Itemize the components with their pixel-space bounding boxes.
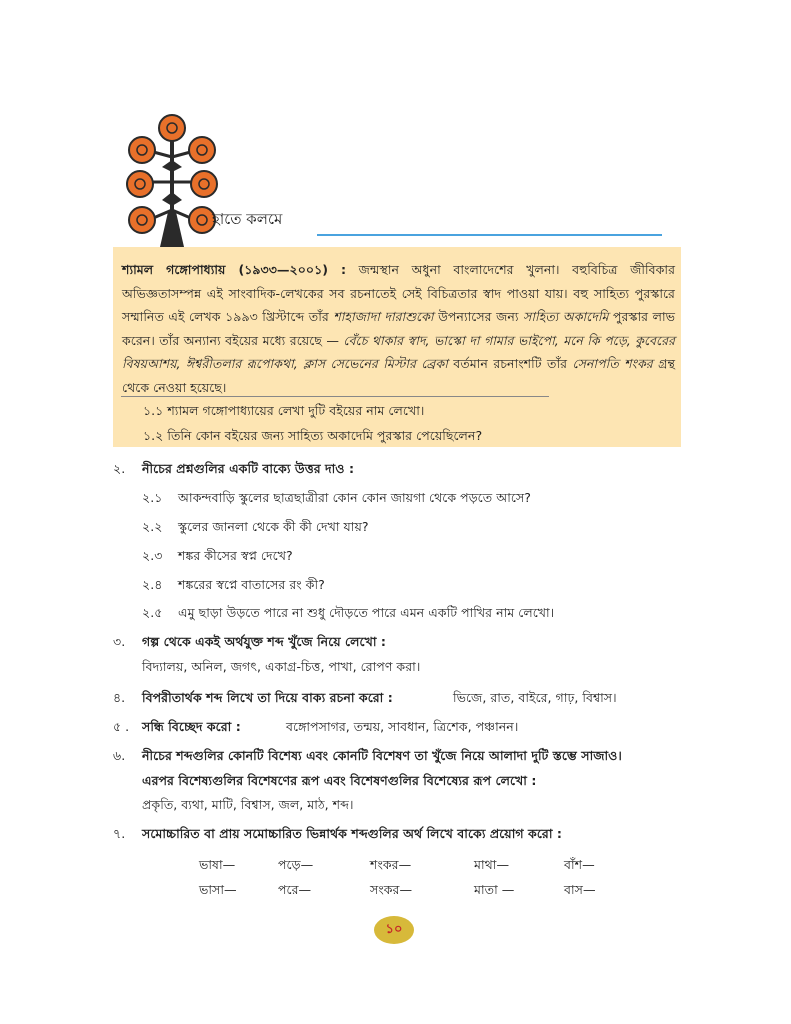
question-4-words: ভিজে, রাত, বাইরে, গাঢ়, বিশ্বাস। [453,690,617,705]
word-item: মাতা — [474,882,515,897]
question-title: নীচের শব্দগুলির কোনটি বিশেষ্য এবং কোনটি বিশেষণ তা খুঁজে নিয়ে আলাদা দুটি স্তম্ভে সাজাও। [142,748,622,763]
author-bio-text: শ্যামল গঙ্গোপাধ্যায় (১৯৩৩—২০০১) : জন্মস্থান অধুনা বাংলাদেশের খুলনা। বহুবিচিত্র জীবিকার অভিজ্ঞতাসম্পন্ন এই সাংবাদিক-লেখকের সব রচনাতেই সেই বিচিত্রতার স্বাদ পাওয়া যায়। বহু সাহিত্য পুরস্কারে সম্মানিত এই লেখক ১৯৯৩ খ্রিস্টাব্দে তাঁর শাহাজাদা দারাশুকো উপন্যাসের জন্য সাহিত্য অকাদেমি পুরস্কার লাভ করেন। তাঁর অন্যান্য বইয়ের মধ্যে রয়েছে — বেঁচে থাকার স্বাদ, ভাস্কো দা গামার ভাইপো, মনে কি পড়ে, কুবেরের বিষয়আশয়, ঈশ্বরীতলার রূপোকথা, ক্লাস সেভেনের মিস্টার ব্রেকা বর্তমান রচনাংশটি তাঁর সেনাপতি শংকর গ্রন্থ থেকে নেওয়া হয়েছে। [122,262,676,395]
question-3-words: বিদ্যালয়, অনিল, জগৎ, একাগ্র-চিত্ত, পাখা, রোপণ করা। [142,659,421,674]
word-item: ভাষা— [199,857,236,872]
word-item: মাথা— [474,857,510,872]
bio-question-1: ১.১ শ্যামল গঙ্গোপাধ্যায়ের লেখা দুটি বইয়ের নাম লেখো। [143,403,425,418]
word-item: ভাসা— [199,882,237,897]
question-number: ৫ . [113,719,130,734]
word-item: পড়ে— [278,857,314,872]
question-number: ৪. [113,690,126,705]
question-number: ৩. [113,634,126,649]
flower-tree-logo [122,112,220,247]
question-title: সমোচ্চারিত বা প্রায় সমোচ্চারিত ভিন্নার্থক শব্দগুলির অর্থ লিখে বাক্যে প্রয়োগ করো : [142,826,562,841]
question-5-words: বঙ্গোপসাগর, তন্ময়, সাবধান, ত্রিশেক, পঞ্চানন। [286,719,519,734]
author-name: শ্যামল গঙ্গোপাধ্যায় (১৯৩৩—২০০১) : [122,262,347,277]
bio-question-2: ১.২ তিনি কোন বইয়ের জন্য সাহিত্য অকাদেমি পুরস্কার পেয়েছিলেন? [143,428,483,443]
word-item: বাস— [564,882,596,897]
word-item: পরে— [278,882,312,897]
bio-divider [121,396,549,397]
word-item: শংকর— [370,857,412,872]
section-title-rule [317,234,662,236]
question-number: ২. [113,461,126,476]
question-title: সন্ধি বিচ্ছেদ করো : [142,719,241,734]
page-number-badge: ১০ [374,916,414,944]
question-title: গল্প থেকে একই অর্থযুক্ত শব্দ খুঁজে নিয়ে লেখো : [142,634,386,649]
question-number: ৭. [113,826,126,841]
author-bio-box [113,247,681,447]
question-number: ৬. [113,748,126,763]
question-title: বিপরীতার্থক শব্দ লিখে তা দিয়ে বাক্য রচনা করো : [142,690,393,705]
section-title: হাতে কলমে [212,210,283,228]
question-6-words: প্রকৃতি, ব্যথা, মাটি, বিশ্বাস, জল, মাঠ, শব্দ। [142,797,354,812]
word-item: সংকর— [370,882,413,897]
word-item: বাঁশ— [564,857,595,872]
question-title: নীচের প্রশ্নগুলির একটি বাক্যে উত্তর দাও : [142,461,354,476]
